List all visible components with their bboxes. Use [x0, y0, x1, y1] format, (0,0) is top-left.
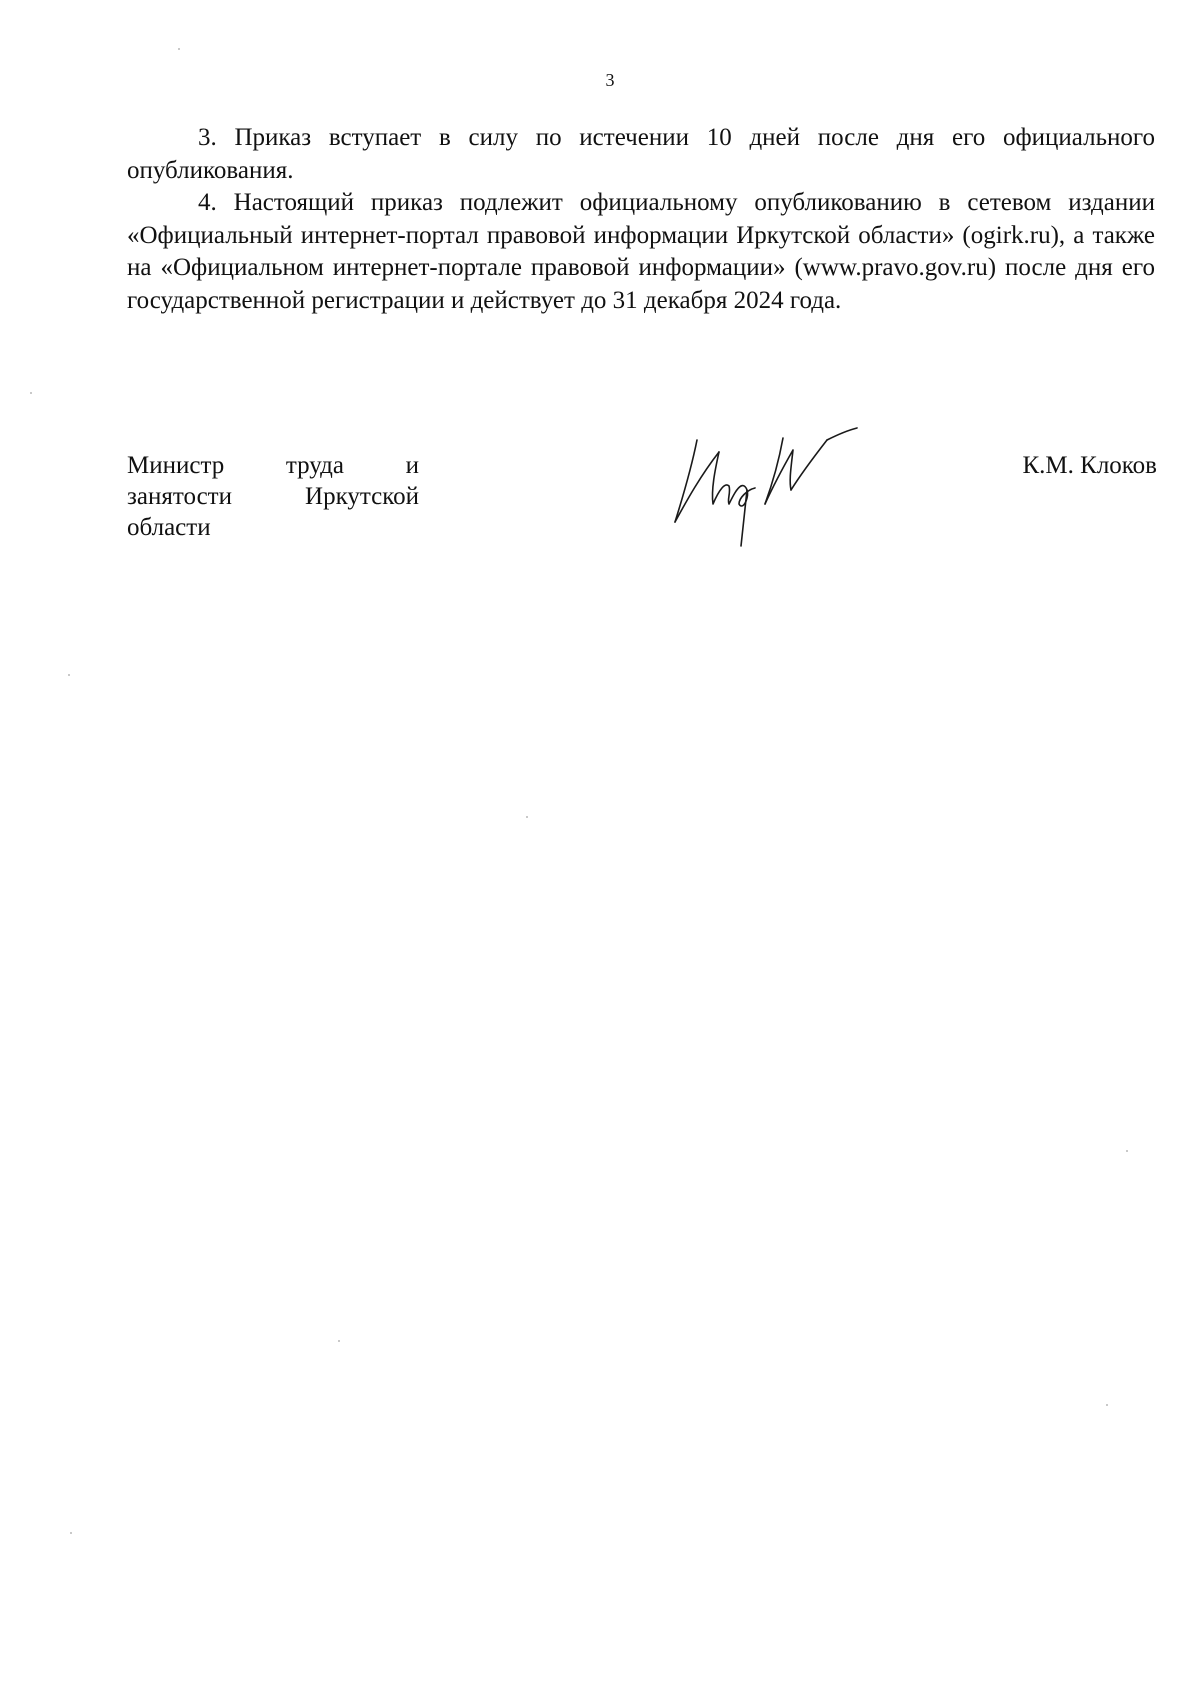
scan-speck [1126, 1150, 1128, 1152]
scan-speck [526, 816, 528, 818]
scan-speck [68, 674, 70, 676]
document-body [127, 122, 1155, 317]
scan-speck [1106, 1404, 1108, 1406]
page-number: 3 [605, 70, 615, 90]
paragraph-4-publication: 4. Настоящий приказ подлежит официальному опубликованию в сетевом издании «Официальный интернет-портал правовой информации Иркутской области» (ogirk.ru), а также на «Официальном интернет-портале правовой информации» (www.pravo.gov.ru) после дня его государственной регистрации и действует до 31 декабря 2024 года. [127, 189, 1155, 314]
scan-speck [70, 1532, 72, 1534]
scan-speck [338, 1340, 340, 1342]
paragraph-3-entry-into-force: 3. Приказ вступает в силу по истечении 10 дней после дня его официального опубликования. [127, 124, 1155, 184]
handwritten-signature-icon [667, 420, 877, 550]
scan-speck [178, 48, 180, 50]
signer-position-title: Министр труда и занятости Иркутской области [127, 452, 419, 541]
scan-speck [30, 392, 32, 394]
signature-block [127, 450, 1157, 550]
signer-name: К.М. Клоков [1022, 452, 1157, 479]
